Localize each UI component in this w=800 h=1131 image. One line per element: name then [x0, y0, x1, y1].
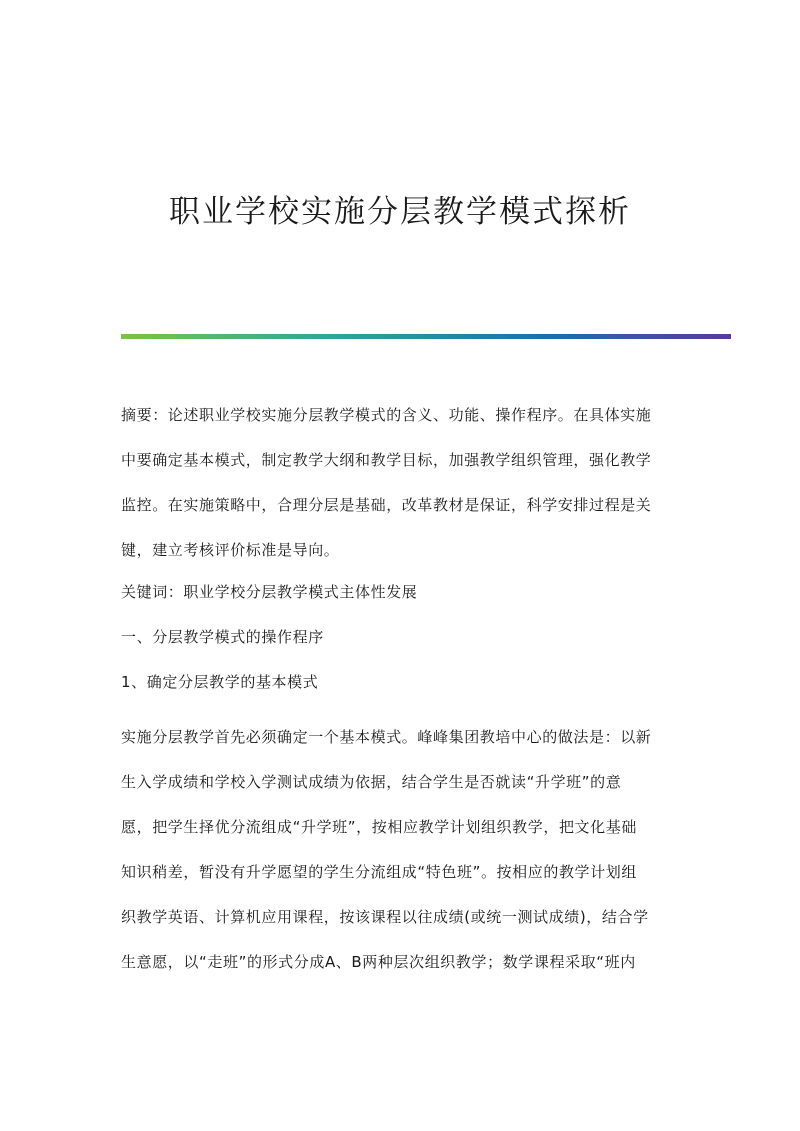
section-heading [121, 615, 683, 660]
body-line: 生意愿，以“走班”的形式分成A、B两种层次组织教学；数学课程采取“班内 [121, 953, 636, 971]
document-title: 职业学校实施分层教学模式探析 [169, 194, 631, 230]
keywords [121, 570, 683, 615]
body-line: 织教学英语、计算机应用课程，按该课程以往成绩(或统一测试成绩)，结合学 [121, 908, 649, 926]
abstract-line: 摘要：论述职业学校实施分层教学模式的含义、功能、操作程序。在具体实施 [121, 406, 652, 424]
subsection-heading [121, 660, 683, 705]
abstract-line: 中要确定基本模式，制定教学大纲和教学目标，加强教学组织管理，强化教学 [121, 451, 652, 469]
body-line: 知识稍差，暂没有升学愿望的学生分流组成“特色班”。按相应的教学计划组 [121, 863, 637, 881]
body-line: 愿，把学生择优分流组成“升学班”，按相应教学计划组织教学，把文化基础 [121, 818, 637, 836]
title-divider [121, 334, 731, 339]
keywords-text: 关键词：职业学校分层教学模式主体性发展 [121, 583, 418, 601]
body-line: 实施分层教学首先必须确定一个基本模式。峰峰集团教培中心的做法是：以新 [121, 728, 652, 746]
abstract-paragraph [121, 393, 683, 573]
subsection-heading-text: 1、确定分层教学的基本模式 [121, 673, 319, 691]
abstract-line: 键，建立考核评价标准是导向。 [121, 541, 340, 559]
body-paragraph [121, 715, 683, 985]
abstract-line: 监控。在实施策略中，合理分层是基础，改革教材是保证，科学安排过程是关 [121, 496, 652, 514]
body-line: 生入学成绩和学校入学测试成绩为依据，结合学生是否就读“升学班”的意 [121, 773, 622, 791]
section-heading-text: 一、分层教学模式的操作程序 [121, 628, 324, 646]
